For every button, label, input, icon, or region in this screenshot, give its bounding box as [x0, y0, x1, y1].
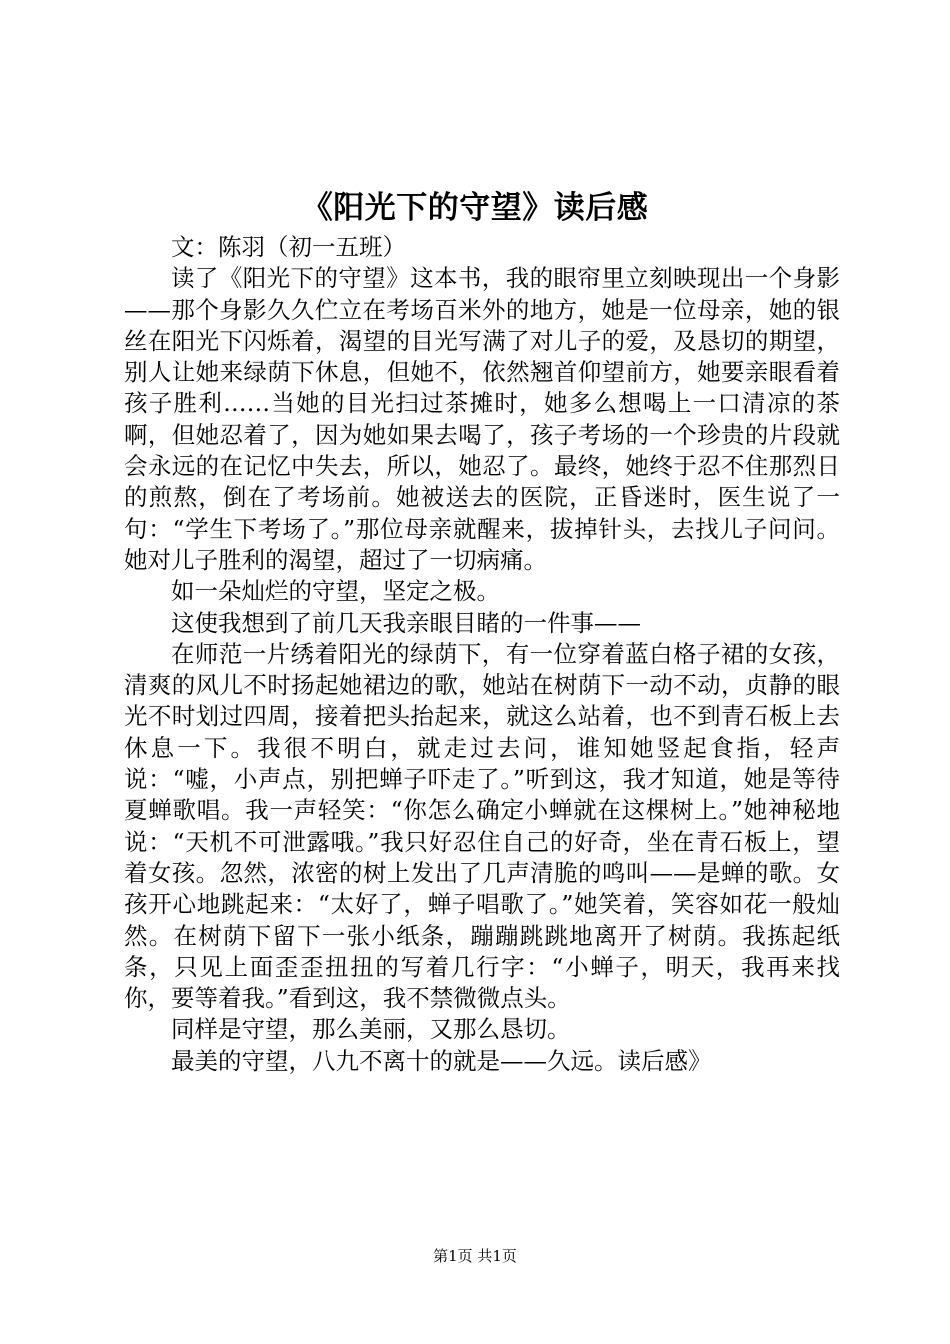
document-title: 《阳光下的守望》读后感 [301, 190, 649, 226]
author-line: 文：陈羽（初一五班） [171, 233, 406, 261]
paragraph: 同样是守望，那么美丽，又那么恳切。 [171, 1015, 571, 1044]
paragraph: 在师范一片绣着阳光的绿荫下，有一位穿着蓝白格子裙的女孩，清爽的风儿不时扬起她裙边的歌，她站在树荫下一动不动，贞静的眼光不时划过四周，接着把头抬起来，就这么站着，也不到青石板上去休息一下。我很不明白，就走过去问，谁知她竖起食指，轻声说：“嘘，小声点，别把蝉子吓走了。”听到这，我才知道，她是等待夏蝉歌唱。我一声轻笑：“你怎么确定小蝉就在这棵树上。”她神秘地说：“天机不可泄露哦。”我只好忍住自己的好奇，坐在青石板上，望着女孩。忽然，浓密的树上发出了几声清脆的鸣叫——是蝉的歌。女孩开心地跳起来：“太好了，蝉子唱歌了。”她笑着，笑容如花一般灿然。在树荫下留下一张小纸条，蹦蹦跳跳地离开了树荫。我拣起纸条，只见上面歪歪扭扭的写着几行字：“小蝉子，明天，我再来找你，要等着我。”看到这，我不禁微微点头。 [124, 639, 840, 1013]
document-body [124, 232, 840, 1077]
paragraph: 如一朵灿烂的守望，坚定之极。 [171, 577, 500, 606]
paragraph: 最美的守望，八九不离十的就是——久远。读后感》 [171, 1046, 712, 1075]
page-footer: 第1页 共1页 [433, 1247, 517, 1265]
paragraph: 这使我想到了前几天我亲眼目睹的一件事—— [171, 608, 641, 637]
paragraph: 读了《阳光下的守望》这本书，我的眼帘里立刻映现出一个身影——那个身影久久伫立在考场百米外的地方，她是一位母亲，她的银丝在阳光下闪烁着，渴望的目光写满了对儿子的爱，及恳切的期望，别人让她来绿荫下休息，但她不，依然翘首仰望前方，她要亲眼看着孩子胜利……当她的目光扫过茶摊时，她多么想喝上一口清凉的茶啊，但她忍着了，因为她如果去喝了，孩子考场的一个珍贵的片段就会永远的在记忆中失去，所以，她忍了。最终，她终于忍不住那烈日的煎熬，倒在了考场前。她被送去的医院，正昏迷时，医生说了一句：“学生下考场了。”那位母亲就醒来，拔掉针头，去找儿子问问。她对儿子胜利的渴望，超过了一切病痛。 [124, 264, 840, 574]
